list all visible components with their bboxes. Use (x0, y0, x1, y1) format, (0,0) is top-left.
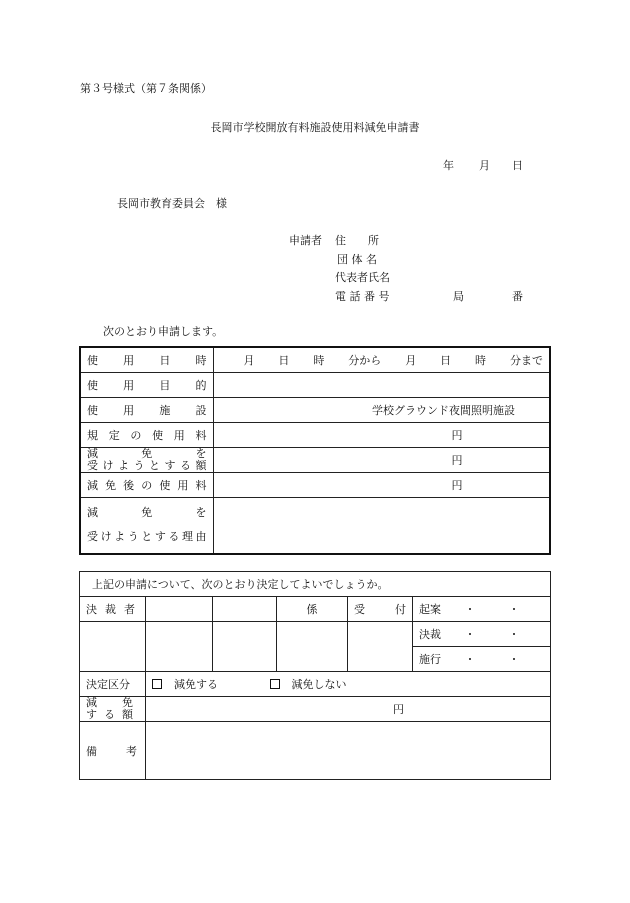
phone-exchange-label: 局 (453, 290, 464, 303)
label-char: 減 (87, 506, 98, 520)
form-number: 第３号様式（第７条関係） (80, 82, 212, 95)
label-char: 使 (159, 478, 171, 492)
label-char: 用 (123, 378, 135, 392)
datetime-part: 日 (278, 353, 290, 367)
applicant-representative-label: 代表者氏名 (335, 271, 390, 284)
facility-text: 学校グラウンド夜間照明施設 (372, 403, 515, 417)
label-char: 減 (86, 696, 97, 709)
datetime-part: 分から (348, 353, 382, 367)
label-char: け (100, 530, 112, 544)
purpose-value[interactable] (213, 372, 550, 397)
remarks-label (80, 722, 146, 780)
reduce-amount-label (80, 697, 146, 722)
label-reduction (80, 447, 213, 472)
date-day: 日 (512, 159, 523, 172)
stamp-cell-staff[interactable] (277, 622, 348, 672)
label-char: を (195, 446, 207, 460)
remarks-value[interactable] (146, 722, 551, 780)
label-char: 用 (123, 353, 135, 367)
label-facility (80, 397, 213, 422)
label-char: 定 (108, 428, 120, 442)
label-char: 理 (181, 530, 193, 544)
datetime-part: 日 (440, 353, 452, 367)
label-char: の (141, 478, 153, 492)
label-char: 日 (159, 353, 171, 367)
label-char: 料 (195, 478, 207, 492)
label-char: よ (114, 530, 126, 544)
applicant-group-label: 団 体 名 (337, 253, 377, 266)
label-char: 受 (354, 603, 365, 616)
label-char: 決 (86, 603, 97, 616)
datetime-value[interactable] (213, 347, 550, 372)
stamp-cell-reception[interactable] (348, 622, 413, 672)
label-char: け (102, 458, 114, 472)
approver-cell-1[interactable] (146, 597, 213, 622)
label-fee (80, 422, 213, 447)
draft-cell[interactable] (413, 597, 551, 622)
date-month: 月 (479, 159, 490, 172)
decision-header: 上記の申請について、次のとおり決定してよいでしょうか。 (80, 572, 551, 597)
date-year: 年 (443, 159, 454, 172)
label-char: 使 (87, 353, 98, 367)
label-after (80, 472, 213, 497)
label-char: 受 (87, 530, 98, 544)
datetime-part: 時 (475, 353, 487, 367)
label-char: る (180, 458, 191, 472)
datetime-part: 月 (405, 353, 417, 367)
document-title: 長岡市学校開放有料施設使用料減免申請書 (210, 121, 420, 134)
label-char: 免 (141, 446, 153, 460)
reduction-value[interactable] (213, 447, 550, 472)
label-char: 使 (87, 403, 98, 417)
decision-date: ・ ・ (464, 628, 520, 641)
label-char: す (86, 708, 97, 721)
enforce-date-cell[interactable] (413, 647, 551, 672)
label-char: 後 (123, 478, 135, 492)
label-datetime (80, 347, 213, 372)
label-char: 免 (105, 478, 117, 492)
label-char: 減 (87, 446, 98, 460)
draft-date: ・ ・ (464, 603, 520, 616)
reduce-option[interactable] (152, 678, 222, 691)
label-char: 付 (395, 603, 406, 616)
applicant-phone-label: 電 話 番 号 (335, 290, 390, 303)
decision-class-label: 決定区分 (80, 672, 146, 697)
application-table (79, 346, 551, 555)
fee-yen: 円 (451, 428, 463, 442)
stamp-cell-2[interactable] (213, 622, 277, 672)
approver-label (80, 597, 146, 622)
label-char: を (195, 506, 207, 520)
decision-table (79, 571, 551, 780)
datetime-part: 分まで (509, 353, 543, 367)
reduce-checkbox[interactable] (152, 679, 162, 689)
enforce-label: 施行 (419, 653, 441, 666)
row-datetime (80, 347, 550, 372)
decision-class-options (146, 672, 551, 697)
label-char: 免 (122, 696, 133, 709)
approver-cell-2[interactable] (213, 597, 277, 622)
stamp-cell-1[interactable] (146, 622, 213, 672)
label-char: 用 (177, 478, 189, 492)
draft-label: 起案 (419, 603, 441, 616)
enforce-date: ・ ・ (464, 653, 520, 666)
reason-value[interactable] (213, 497, 550, 554)
addressee: 長岡市教育委員会 様 (117, 197, 227, 210)
label-char: と (141, 530, 153, 544)
no-reduce-checkbox[interactable] (270, 679, 280, 689)
fee-value[interactable] (213, 422, 550, 447)
reception-label (348, 597, 413, 622)
label-char: 用 (173, 428, 185, 442)
label-char: 備 (86, 744, 97, 758)
label-char: 目 (159, 378, 171, 392)
label-char: よ (118, 458, 129, 472)
label-char: る (104, 708, 115, 721)
label-char: 考 (126, 744, 137, 758)
staff-label: 係 (277, 597, 348, 622)
no-reduce-option[interactable] (270, 678, 347, 691)
datetime-part: 月 (243, 353, 255, 367)
reduce-amount-value[interactable] (146, 697, 551, 722)
label-char: す (164, 458, 176, 472)
intro-text: 次のとおり申請します。 (103, 325, 224, 338)
datetime-part: 時 (313, 353, 325, 367)
label-reason (80, 497, 213, 554)
label-char: 額 (122, 708, 133, 721)
applicant-address-label: 住 所 (335, 234, 379, 247)
label-char: る (168, 530, 180, 544)
label-char: う (133, 458, 145, 472)
label-char: 免 (141, 506, 153, 520)
label-char: 減 (87, 478, 98, 492)
label-char: 裁 (105, 603, 116, 616)
label-char: す (154, 530, 166, 544)
label-char: 時 (195, 353, 207, 367)
decision-date-cell[interactable] (413, 622, 551, 647)
label-char: の (130, 428, 142, 442)
label-char: 額 (195, 458, 207, 472)
reduce-amount-yen: 円 (393, 703, 404, 716)
reduce-option-label: 減免する (174, 678, 218, 691)
label-char: 的 (195, 378, 207, 392)
label-char: 料 (195, 428, 207, 442)
label-char: 者 (124, 603, 135, 616)
label-char: 受 (87, 458, 98, 472)
decision-label: 決裁 (419, 628, 441, 641)
phone-number-label: 番 (512, 290, 523, 303)
label-char: 使 (152, 428, 164, 442)
label-char: 使 (87, 378, 98, 392)
label-char: 規 (87, 428, 98, 442)
applicant-label: 申請者 (289, 234, 322, 247)
reduction-yen: 円 (451, 453, 463, 467)
no-reduce-option-label: 減免しない (291, 678, 347, 691)
label-char: と (149, 458, 160, 472)
approver-blank (80, 622, 146, 672)
label-char: 用 (123, 403, 135, 417)
label-char: う (127, 530, 139, 544)
after-value[interactable] (213, 472, 550, 497)
label-char: 設 (195, 403, 207, 417)
facility-value[interactable] (213, 397, 550, 422)
label-char: 由 (195, 530, 207, 544)
label-purpose (80, 372, 213, 397)
label-char: 施 (159, 403, 171, 417)
after-yen: 円 (451, 478, 463, 492)
